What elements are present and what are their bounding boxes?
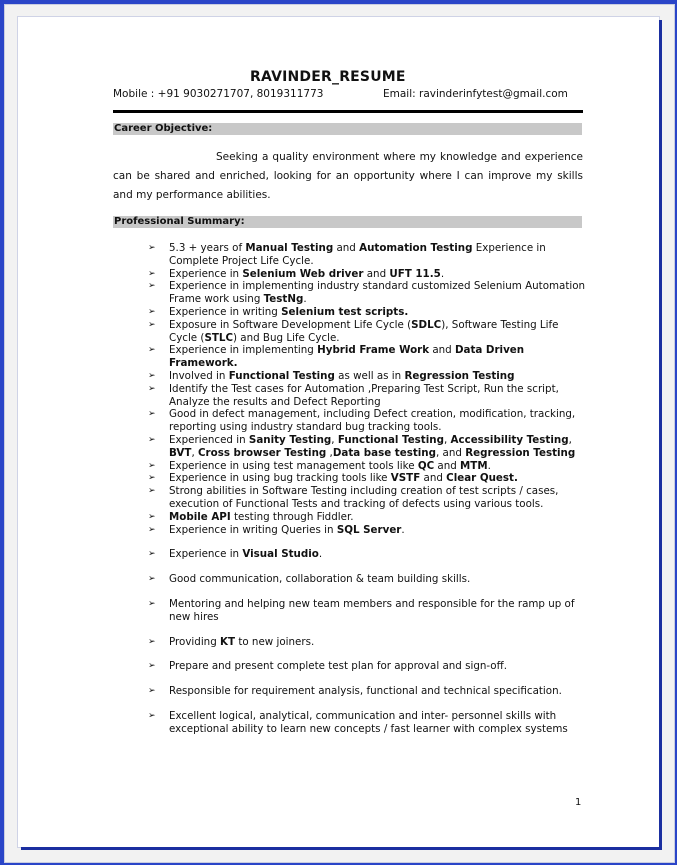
arrow-bullet-icon: ➢ xyxy=(148,598,156,609)
summary-item xyxy=(148,511,588,524)
professional-summary-list xyxy=(148,242,588,736)
summary-item-text: Identify the Test cases for Automation ,Preparing Test Script, Run the script, Analyze the results and Defect Reporting xyxy=(169,382,559,408)
summary-item xyxy=(148,306,588,319)
arrow-bullet-icon: ➢ xyxy=(148,486,156,497)
summary-item xyxy=(148,636,588,649)
summary-item xyxy=(148,573,588,586)
arrow-bullet-icon: ➢ xyxy=(148,345,156,356)
arrow-bullet-icon: ➢ xyxy=(148,473,156,484)
arrow-bullet-icon: ➢ xyxy=(148,460,156,471)
arrow-bullet-icon: ➢ xyxy=(148,549,156,560)
summary-item-text: Experience in using bug tracking tools like VSTF and Clear Quest. xyxy=(169,472,518,485)
summary-item-text: Mentoring and helping new team members and responsible for the ramp up of new hires xyxy=(169,597,575,623)
summary-item xyxy=(148,370,588,383)
objective-paragraph: Seeking a quality environment where my knowledge and experience can be shared and enriched, looking for an opportunity where I can improve my skills and my performance abilities. xyxy=(113,151,583,201)
summary-item xyxy=(148,685,588,698)
arrow-bullet-icon: ➢ xyxy=(148,710,156,721)
career-objective-heading xyxy=(113,123,582,135)
arrow-bullet-icon: ➢ xyxy=(148,268,156,279)
arrow-bullet-icon: ➢ xyxy=(148,383,156,394)
summary-item xyxy=(148,524,588,537)
summary-item xyxy=(148,344,588,370)
email-address: Email: ravinderinfytest@gmail.com xyxy=(383,88,568,100)
summary-item-text: Experience in Selenium Web driver and UFT 11.5. xyxy=(169,267,445,280)
summary-item-text: Prepare and present complete test plan for approval and sign-off. xyxy=(169,660,507,673)
summary-item xyxy=(148,485,588,511)
header-divider xyxy=(113,110,583,113)
arrow-bullet-icon: ➢ xyxy=(148,370,156,381)
arrow-bullet-icon: ➢ xyxy=(148,281,156,292)
arrow-bullet-icon: ➢ xyxy=(148,636,156,647)
summary-item xyxy=(148,280,588,306)
summary-item xyxy=(148,242,588,268)
resume-title: RAVINDER_RESUME xyxy=(250,69,406,85)
arrow-bullet-icon: ➢ xyxy=(148,319,156,330)
summary-item-text: Exposure in Software Development Life Cycle (SDLC), Software Testing Life Cycle (STLC) and Bug Life Cycle. xyxy=(169,318,559,344)
summary-item xyxy=(148,460,588,473)
summary-item xyxy=(148,548,588,561)
professional-summary-heading xyxy=(113,216,582,228)
summary-item-text: Good communication, collaboration & team building skills. xyxy=(169,573,471,586)
summary-item-text: Experience in implementing Hybrid Frame Work and Data Driven Framework. xyxy=(169,344,525,370)
arrow-bullet-icon: ➢ xyxy=(148,306,156,317)
summary-item xyxy=(148,268,588,281)
summary-item-text: Providing KT to new joiners. xyxy=(169,635,315,648)
arrow-bullet-icon: ➢ xyxy=(148,686,156,697)
professional-summary-heading-text: Professional Summary: xyxy=(114,216,245,227)
summary-item xyxy=(148,319,588,345)
page-number: 1 xyxy=(575,797,582,808)
arrow-bullet-icon: ➢ xyxy=(148,434,156,445)
mobile-number: Mobile : +91 9030271707, 8019311773 xyxy=(113,88,324,100)
summary-item xyxy=(148,710,588,736)
arrow-bullet-icon: ➢ xyxy=(148,661,156,672)
summary-item-text: Experience in writing Queries in SQL Server. xyxy=(169,523,405,536)
resume-page xyxy=(18,17,659,847)
summary-item xyxy=(148,472,588,485)
summary-item xyxy=(148,383,588,409)
summary-item-text: Experience in Visual Studio. xyxy=(169,548,323,561)
summary-item xyxy=(148,598,588,624)
summary-item-text: Strong abilities in Software Testing including creation of test scripts / cases, execution of Functional Tests and tracking of defects using various tools. xyxy=(169,485,559,510)
summary-item xyxy=(148,408,588,434)
summary-item xyxy=(148,660,588,673)
career-objective-heading-text: Career Objective: xyxy=(114,123,213,134)
summary-item-text: Experienced in Sanity Testing, Functional Testing, Accessibility Testing, BVT, Cross browser Testing ,Data base testing, and Regression Testing xyxy=(169,433,576,459)
arrow-bullet-icon: ➢ xyxy=(148,574,156,585)
career-objective-text xyxy=(113,148,583,205)
arrow-bullet-icon: ➢ xyxy=(148,524,156,535)
summary-item xyxy=(148,434,588,460)
summary-item-text: Responsible for requirement analysis, functional and technical specification. xyxy=(169,685,562,698)
summary-item-text: Experience in writing Selenium test scripts. xyxy=(169,305,409,318)
summary-item-text: Experience in implementing industry standard customized Selenium Automation Frame work using TestNg. xyxy=(169,280,586,306)
summary-item-text: 5.3 + years of Manual Testing and Automation Testing Experience in Complete Project Life Cycle. xyxy=(169,242,546,267)
summary-item-text: Involved in Functional Testing as well as in Regression Testing xyxy=(169,369,515,382)
arrow-bullet-icon: ➢ xyxy=(148,243,156,253)
summary-item-text: Mobile API testing through Fiddler. xyxy=(169,510,354,523)
summary-item-text: Experience in using test management tools like QC and MTM. xyxy=(169,459,491,472)
summary-item-text: Good in defect management, including Defect creation, modification, tracking, reporting using industry standard bug tracking tools. xyxy=(169,408,576,434)
arrow-bullet-icon: ➢ xyxy=(148,511,156,522)
arrow-bullet-icon: ➢ xyxy=(148,409,156,420)
summary-item-text: Excellent logical, analytical, communication and inter- personnel skills with exceptional ability to learn new concepts / fast learner with complex systems xyxy=(169,709,568,735)
